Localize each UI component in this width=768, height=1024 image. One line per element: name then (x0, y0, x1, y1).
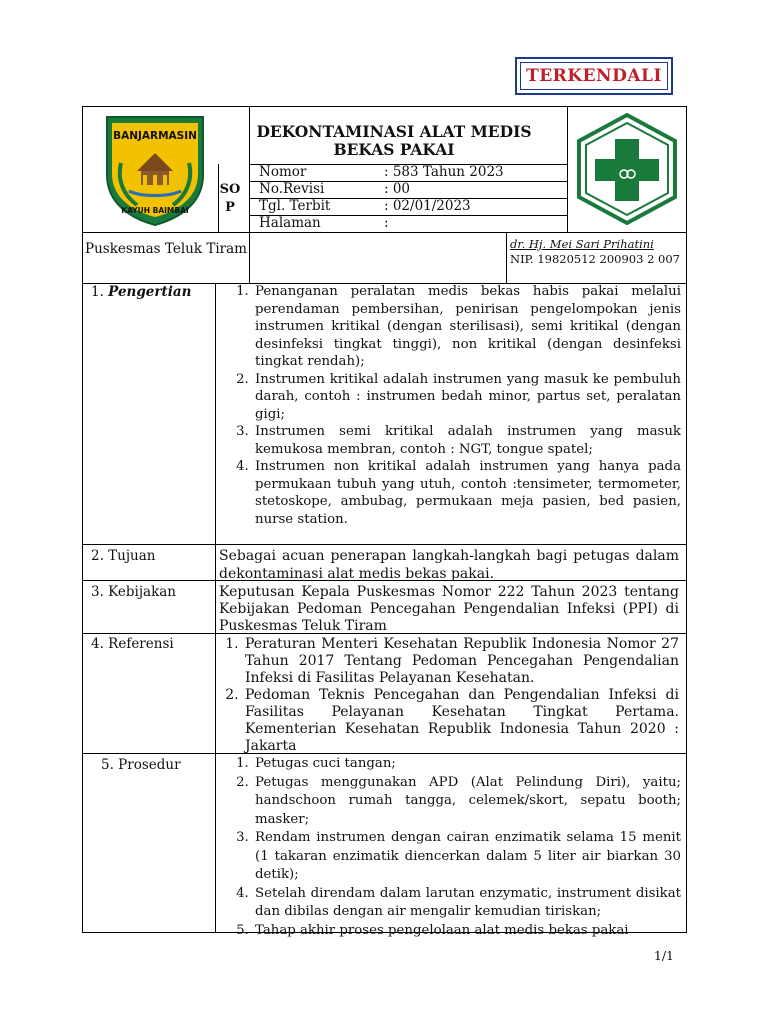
list-item: 2. Instrumen kritikal adalah instrumen yang masuk ke pembuluh darah, contoh : instrumen bedah minor, partus set, peralatan gigi; (253, 371, 681, 424)
stamp-text: TERKENDALI (526, 66, 662, 86)
section-prosedur-content (229, 755, 681, 940)
status-stamp (515, 57, 673, 95)
document-title: DEKONTAMINASI ALAT MEDIS BEKAS PAKAI (256, 122, 532, 159)
section-prosedur-label: 5. Prosedur (101, 757, 181, 773)
signer-name: dr. Hj. Mei Sari Prihatini (510, 237, 654, 251)
divider (215, 283, 216, 933)
list-item: 4. Setelah direndam dalam larutan enzymatic, instrument disikat dan dibilas dengan air mengalir kemudian tiriskan; (253, 885, 681, 922)
meta-label-terbit: Tgl. Terbit (259, 198, 331, 214)
signer-nip: NIP. 19820512 200903 2 007 (510, 252, 680, 266)
meta-label-nomor: Nomor (259, 164, 307, 180)
signature-block (510, 237, 686, 267)
meta-label-revisi: No.Revisi (259, 181, 325, 197)
divider (83, 232, 686, 233)
section-pengertian-content (229, 283, 681, 528)
puskesmas-name: Puskesmas Teluk Tiram (85, 241, 247, 257)
meta-value-terbit: : 02/01/2023 (384, 198, 471, 214)
list-item: 2. Petugas menggunakan APD (Alat Pelindung Diri), yaitu; handschoon rumah tangga, celemek/skort, sepatu booth; masker; (253, 774, 681, 830)
meta-label-halaman: Halaman (259, 215, 321, 231)
divider (506, 232, 507, 283)
meta-value-nomor: : 583 Tahun 2023 (384, 164, 504, 180)
section-pengertian-label: 1. Pengertian (91, 284, 192, 300)
list-item: 4. Instrumen non kritikal adalah instrumen yang hanya pada permukaan tubuh yang utuh, contoh :tensimeter, termometer, stetoskope, ambubag, permukaan meja pasien, bed pasien, nurse station. (253, 458, 681, 528)
section-referensi-label: 4. Referensi (91, 636, 174, 652)
list-item: 3. Rendam instrumen dengan cairan enzimatik selama 15 menit (1 takaran enzimatik diencerkan dalam 5 liter air biarkan 30 detik); (253, 829, 681, 885)
list-item: 2. Pedoman Teknis Pencegahan dan Pengendalian Infeksi di Fasilitas Pelayanan Kesehatan Tingkat Pertama. Kementerian Kesehatan Republik Indonesia Tahun 2020 : Jakarta (243, 687, 679, 755)
divider (83, 544, 686, 545)
list-item: 1. Peraturan Menteri Kesehatan Republik Indonesia Nomor 27 Tahun 2017 Tentang Pedoman Pencegahan Pengendalian Infeksi di Fasilitas Pelayanan Kesehatan. (243, 636, 679, 687)
section-referensi-content (219, 636, 679, 755)
meta-value-halaman: : (384, 215, 389, 231)
meta-value-revisi: : 00 (384, 181, 411, 197)
section-tujuan-label: 2. Tujuan (91, 548, 156, 564)
banjarmasin-crest-logo (103, 113, 207, 227)
list-item: 3. Instrumen semi kritikal adalah instrumen yang masuk kemukosa membran, contoh : NGT, tongue spatel; (253, 423, 681, 458)
page-number: 1/1 (653, 948, 674, 963)
svg-text:BANJARMASIN: BANJARMASIN (113, 130, 197, 142)
svg-text:KAYUH BAIMBAI: KAYUH BAIMBAI (121, 206, 189, 215)
list-item: 5. Tahap akhir proses pengelolaan alat medis bekas pakai (253, 922, 681, 941)
list-item: 1. Penanganan peralatan medis bekas habis pakai melalui perendaman pembersihan, penirisan pengelompokan jenis instrumen kritikal (dengan sterilisasi), semi kritikal (dengan desinfeksi tingkat tinggi), non kritikal (dengan desinfeksi tingkat rendah); (253, 283, 681, 371)
sop-document (82, 106, 687, 938)
list-item: 1. Petugas cuci tangan; (253, 755, 681, 774)
sop-label: SO P (219, 182, 241, 215)
section-kebijakan-label: 3. Kebijakan (91, 584, 177, 600)
puskesmas-logo (571, 111, 683, 227)
divider (567, 107, 568, 232)
section-tujuan-content: Sebagai acuan penerapan langkah-langkah bagi petugas dalam dekontaminasi alat medis bekas pakai. (219, 548, 679, 582)
section-kebijakan-content: Keputusan Kepala Puskesmas Nomor 222 Tahun 2023 tentang Kebijakan Pedoman Pencegahan Pengendalian Infeksi (PPI) di Puskesmas Teluk Tiram (219, 584, 679, 634)
